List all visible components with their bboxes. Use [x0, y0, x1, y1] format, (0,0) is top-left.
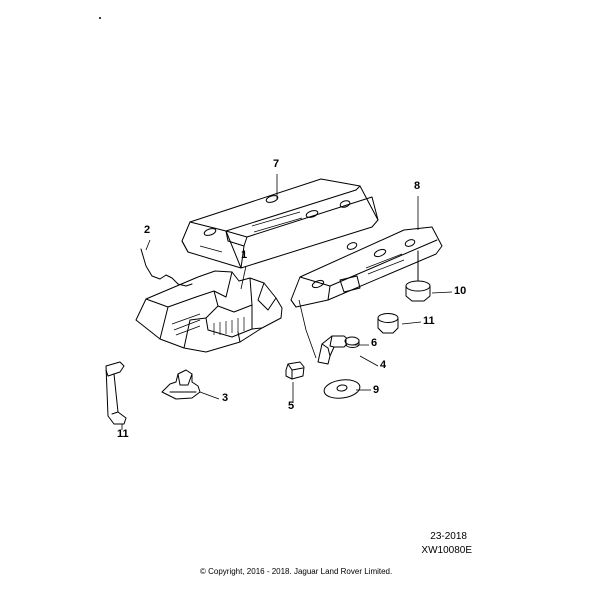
part-11-bracket-left	[106, 362, 126, 424]
part-5-clip	[286, 362, 304, 379]
part-11-plug-right	[378, 314, 398, 334]
callout-11-right: 11	[423, 315, 435, 327]
registration-mark	[99, 17, 101, 19]
callout-7: 7	[273, 158, 280, 170]
callout-5: 5	[288, 400, 295, 412]
part-3-grommet	[162, 370, 200, 399]
callout-6: 6	[371, 337, 378, 349]
part-1-floor-undershield	[136, 271, 282, 352]
part-2-retaining-clip	[141, 249, 192, 286]
callout-4: 4	[380, 359, 387, 371]
callout-9: 9	[373, 384, 380, 396]
part-4-stud	[345, 337, 359, 348]
diagram-code-top: 23-2018	[430, 531, 467, 542]
callout-3: 3	[222, 392, 229, 404]
callout-8: 8	[414, 180, 421, 192]
copyright-notice: © Copyright, 2016 - 2018. Jaguar Land Rover Limited.	[200, 567, 393, 576]
diagram-code-bottom: XW10080E	[421, 545, 472, 556]
callout-1: 1	[241, 249, 248, 261]
callout-10: 10	[454, 285, 467, 297]
part-9-oval-plate	[323, 378, 361, 401]
callout-11-left: 11	[117, 428, 129, 440]
callout-2: 2	[144, 224, 151, 236]
